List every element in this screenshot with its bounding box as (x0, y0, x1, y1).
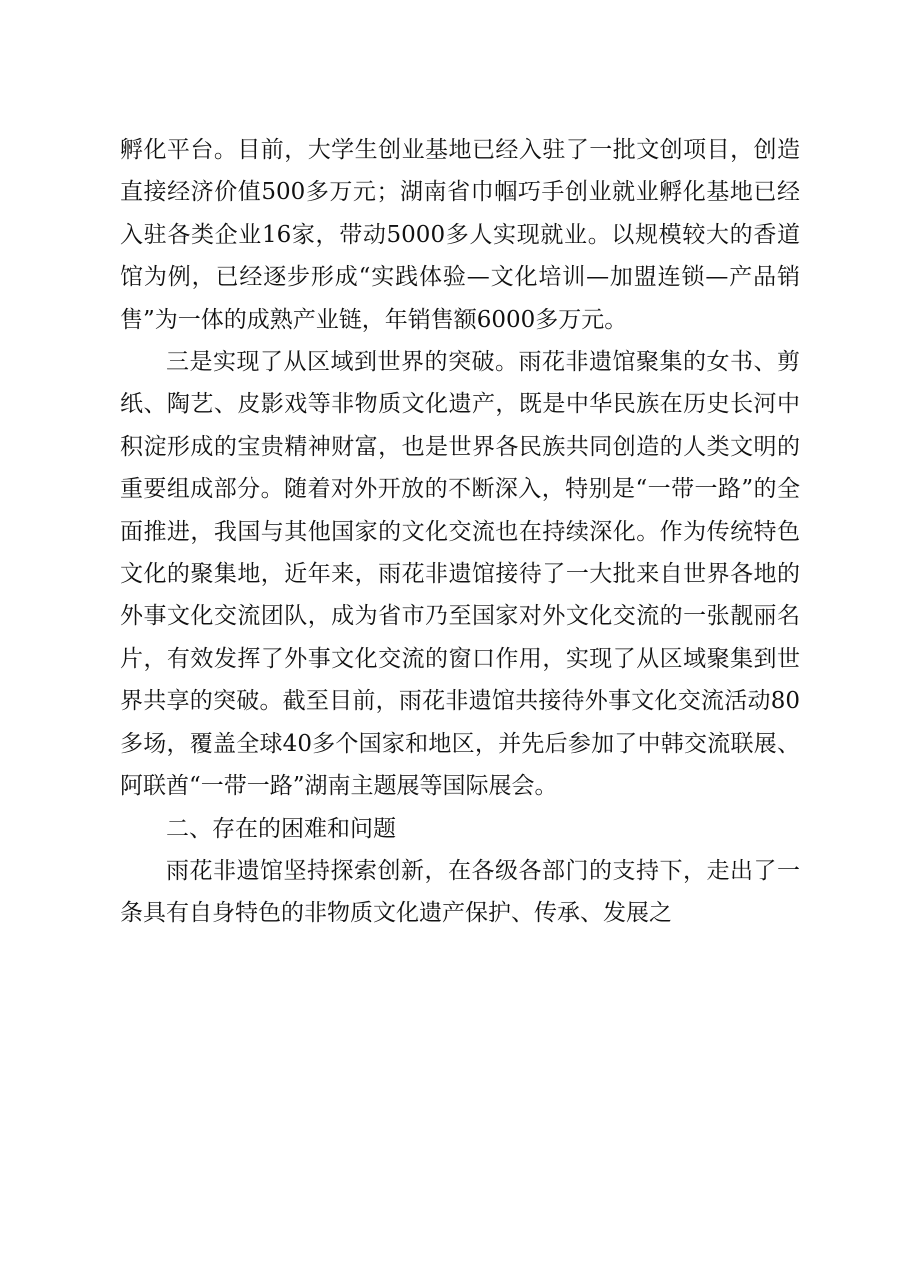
paragraph-innovation: 雨花非遗馆坚持探索创新，在各级各部门的支持下，走出了一条具有自身特色的非物质文化遗产保护、传承、发展之 (120, 857, 800, 927)
section-heading-difficulties: 二、存在的困难和问题 (166, 815, 396, 842)
document-body (120, 129, 800, 935)
paragraph-incubation-platform: 孵化平台。目前，大学生创业基地已经入驻了一批文创项目，创造直接经济价值500多万元；湖南省巾帼巧手创业就业孵化基地已经入驻各类企业16家，带动5000多人实现就业。以规模较大的香道馆为例，已经逐步形成“实践体验—文化培训—加盟连锁—产品销售”为一体的成熟产业链，年销售额6000多万元。 (120, 137, 800, 333)
paragraph-region-to-world: 三是实现了从区域到世界的突破。雨花非遗馆聚集的女书、剪纸、陶艺、皮影戏等非物质文化遗产，既是中华民族在历史长河中积淀形成的宝贵精神财富，也是世界各民族共同创造的人类文明的重要组成部分。随着对外开放的不断深入，特别是“一带一路”的全面推进，我国与其他国家的文化交流也在持续深化。作为传统特色文化的聚集地，近年来，雨花非遗馆接待了一大批来自世界各地的外事文化交流团队，成为省市乃至国家对外文化交流的一张靓丽名片，有效发挥了外事文化交流的窗口作用，实现了从区域聚集到世界共享的突破。截至目前，雨花非遗馆共接待外事文化交流活动80多场，覆盖全球40多个国家和地区，并先后参加了中韩交流联展、阿联酋“一带一路”湖南主题展等国际展会。 (120, 349, 800, 800)
